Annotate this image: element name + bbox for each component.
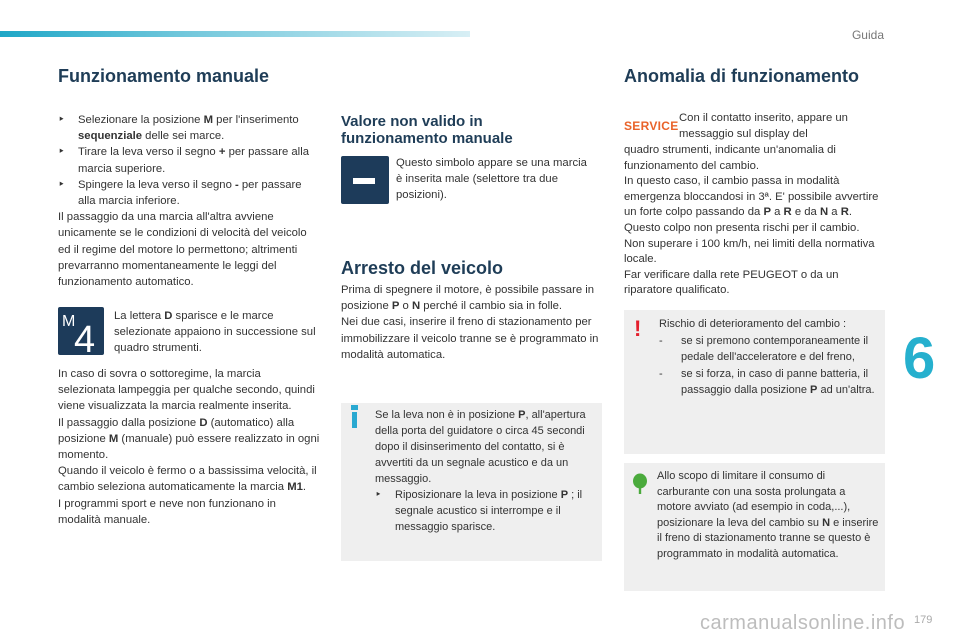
manual-mode-details: In caso di sovra o sottoregime, la marcia selezionata lampeggia per qualche secondo, quindi viene visualizzata la marcia realmente inserita. Il passaggio dalla posizione D (automatico) alla posizione M (manuale) può essere realizzato in ogni momento. Quando il veicolo è fermo o a bassissima velocità, il cambio seleziona automaticamente la marcia M1. I programmi sport e neve non funzionano in modalità manuale. [58, 368, 320, 526]
title-invalid-value: Valore non valido in funzionamento manuale [341, 113, 513, 147]
warning-item: - se si premono contemporaneamente il pedale dell'acceleratore e del freno, [659, 334, 869, 363]
bullet-item: ‣ Selezionare la posizione M per l'inserimento sequenziale delle sei marce. [58, 114, 299, 143]
invalid-gear-icon [341, 156, 389, 204]
watermark: carmanualsonline.info [700, 612, 906, 634]
arrow-bullet-icon: ‣ [58, 178, 65, 191]
bullet-item: ‣ Spingere la leva verso il segno - per passare alla marcia inferiore. [58, 178, 302, 208]
title-vehicle-stop: Arresto del veicolo [341, 258, 504, 278]
manual-mode-paragraph: Il passaggio da una marcia all'altra avviene unicamente se le condizioni di velocità del veicolo ed il regime del motore lo permettono; altrimenti prevarranno momentaneamente le leggi del funzionamento automatico. [58, 211, 307, 289]
invalid-value-text: Questo simbolo appare se una marcia è inserita male (selettore tra due posizioni). [396, 157, 587, 202]
malfunction-text: quadro strumenti, indicante un'anomalia di funzionamento del cambio. In questo caso, il cambio passa in modalità emergenza bloccandosi in 3ª. E' possibile avvertire un forte colpo passando da P a R e da N a R. Questo colpo non presenta rischi per il cambio. Non superare i 100 km/h, nei limiti della normativa locale. Far verificare dalla rete PEUGEOT o da un riparatore qualificato. [624, 144, 879, 297]
malfunction-intro: Con il contatto inserito, appare un messaggio sul display del [679, 112, 848, 141]
eco-tip-text: Allo scopo di limitare il consumo di carburante con una sosta prolungata a motore avviato (ad esempio in coda,...), posizionare la leva del cambio su N e inserire il freno di stazionamento tranne se questo è programmato in modalità automatica. [657, 470, 879, 560]
info-box-text: Se la leva non è in posizione P, all'apertura della porta del guidatore o circa 45 secondi dopo il disinserimento del contatto, si è avvertiti da un segnale acustico e da un messaggio. ‣ Riposizionare la leva in posizione P ; il segnale acustico si interrompe e il messaggio sparisce. [375, 407, 597, 535]
title-malfunction: Anomalia di funzionamento [624, 66, 860, 86]
warning-box-text: Rischio di deterioramento del cambio : - se si premono contemporaneamente il pedale dell'acceleratore e del freno, - se si forza, in caso di panne batteria, il passaggio dalla posizione P ad un'altra. [659, 316, 881, 399]
title-manual-mode: Funzionamento manuale [58, 66, 270, 86]
arrow-bullet-icon: ‣ [58, 114, 65, 126]
section-label: Guida [851, 28, 884, 42]
arrow-bullet-icon: ‣ [58, 146, 65, 159]
vehicle-stop-text: Prima di spegnere il motore, è possibile passare in posizione P o N perché il cambio sia in folle. Nei due casi, inserire il freno di stazionamento per immobilizzare il veicolo tranne se è programmato in modalità automatica. [341, 284, 599, 361]
info-icon [351, 405, 358, 410]
m4-digit: 4 [74, 319, 96, 355]
chapter-number: 6 [903, 326, 936, 391]
info-bullet: ‣ Riposizionare la leva in posizione P ; il segnale acustico si interrompe e il messaggio sparisce. [375, 489, 583, 533]
arrow-bullet-icon: ‣ [375, 489, 382, 501]
exclamation-warning-icon: ! [634, 316, 642, 341]
manual-gear-m4-icon [58, 307, 104, 355]
page-number: 179 [914, 614, 933, 626]
info-icon-stem [352, 412, 357, 428]
leaf-eco-icon [631, 473, 649, 500]
bullet-item: ‣ Tirare la leva verso il segno + per passare alla marcia superiore. [58, 146, 309, 175]
service-warning-icon: SERVICE [624, 119, 679, 133]
m4-letter: M [62, 313, 76, 330]
header-accent-bar [0, 31, 470, 37]
warning-item: - se si forza, in caso di panne batteria, il passaggio dalla posizione P ad un'altra. [659, 367, 875, 396]
manual-mode-bullets [58, 112, 320, 290]
display-letter-text: La lettera D sparisce e le marce selezionate appaiono in successione sul quadro strumenti. [114, 310, 316, 355]
